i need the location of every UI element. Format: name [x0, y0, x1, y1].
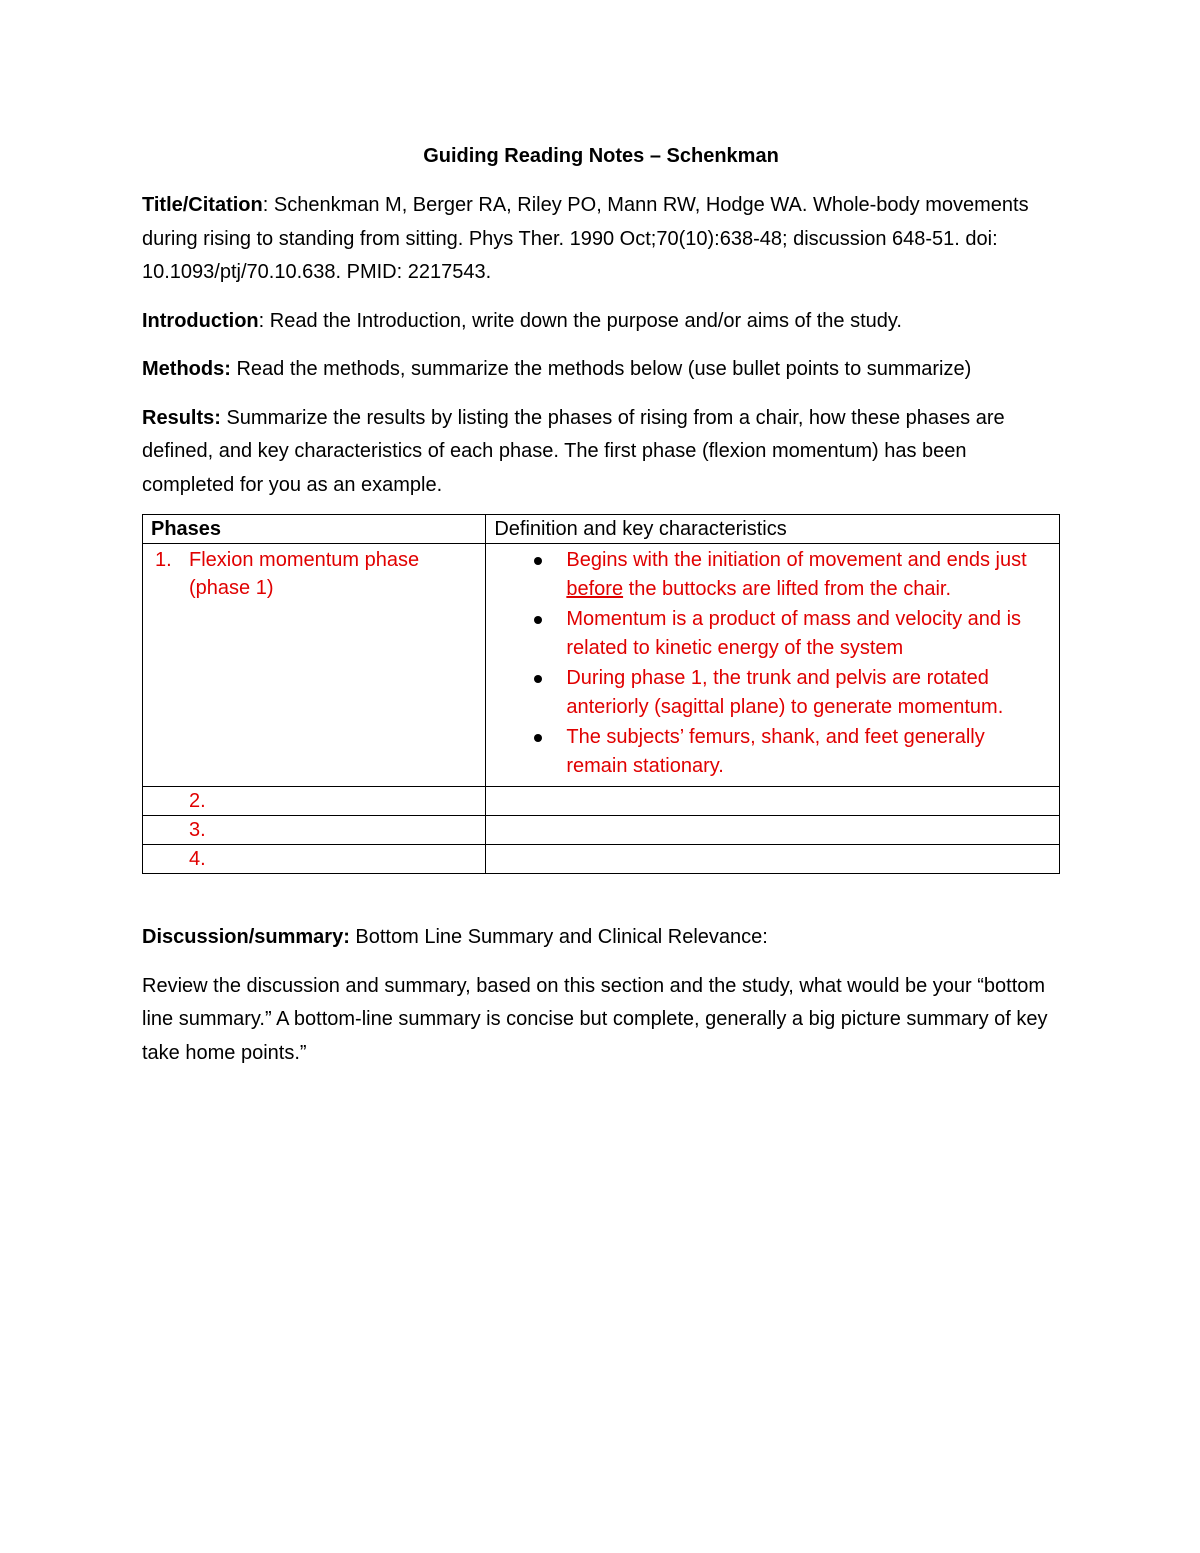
review-paragraph: Review the discussion and summary, based on this section and the study, what would be your “bottom line summary.” A bottom-line summary is concise but complete, generally a big picture summary of key take home points.”	[142, 974, 1048, 1064]
phase-cell-4	[143, 845, 486, 874]
header-phases: Phases	[151, 518, 222, 540]
citation-paragraph	[142, 189, 1060, 290]
bullet-1-underlined: before	[566, 577, 624, 600]
bullet-icon	[534, 734, 542, 742]
definition-cell-1	[486, 544, 1060, 787]
list-item	[494, 546, 1051, 603]
discussion-label: Discussion/summary:	[142, 926, 350, 948]
definition-cell-3	[486, 816, 1060, 845]
methods-text: Read the methods, summarize the methods below (use bullet points to summarize)	[230, 358, 972, 380]
bullet-icon	[534, 675, 542, 683]
definition-cell-4	[486, 845, 1060, 874]
phase-cell-2	[143, 787, 486, 816]
definition-cell-2	[486, 787, 1060, 816]
phase-3-number: 3.	[189, 819, 206, 841]
discussion-paragraph	[142, 921, 1060, 955]
table-row	[143, 845, 1060, 874]
introduction-label: Introduction	[142, 309, 259, 332]
bullet-icon	[534, 616, 542, 624]
table-row	[143, 787, 1060, 816]
phase-4-number: 4.	[189, 848, 206, 870]
citation-label: Title/Citation	[142, 194, 263, 216]
table-header-row	[143, 515, 1060, 544]
bullet-2-text: Momentum is a product of mass and velocity and is related to kinetic energy of the system	[566, 608, 1022, 659]
results-text: Summarize the results by listing the phases of rising from a chair, how these phases are defined, and key characteristics of each phase. The first phase (flexion momentum) has been completed for you as an example.	[142, 406, 1005, 496]
bullet-4-text: The subjects’ femurs, shank, and feet generally remain stationary.	[566, 726, 985, 777]
phase-cell-1	[143, 544, 486, 787]
list-item	[494, 605, 1051, 662]
phase-cell-3	[143, 816, 486, 845]
results-label: Results:	[142, 406, 221, 429]
header-definition-cell	[486, 515, 1060, 544]
phase-2-number: 2.	[189, 790, 206, 812]
header-phases-cell	[143, 515, 486, 544]
bullet-3-text: During phase 1, the trunk and pelvis are rotated anteriorly (sagittal plane) to generate momentum.	[566, 667, 1004, 718]
introduction-paragraph	[142, 305, 1060, 339]
phases-table	[142, 514, 1060, 874]
list-item	[494, 664, 1051, 721]
bullet-1-post: the buttocks are lifted from the chair.	[623, 577, 952, 600]
bullet-icon	[534, 557, 542, 565]
page-title: Guiding Reading Notes – Schenkman	[423, 145, 779, 167]
phase-1-characteristics	[494, 544, 1051, 786]
bullet-1-pre: Begins with the initiation of movement and ends just	[566, 549, 1027, 571]
phase-1-label	[151, 544, 477, 602]
table-row	[143, 544, 1060, 787]
document-page	[142, 140, 1060, 1085]
citation-text: : Schenkman M, Berger RA, Riley PO, Mann RW, Hodge WA. Whole-body movements during rising to standing from sitting. Phys Ther. 1990 Oct;70(10):638-48; discussion 648-51. doi: 10.1093/ptj/70.10.638. PMID: 2217543.	[142, 194, 1029, 283]
introduction-text: : Read the Introduction, write down the purpose and/or aims of the study.	[258, 309, 902, 332]
methods-label: Methods:	[142, 358, 231, 380]
list-item	[494, 723, 1051, 780]
header-definition: Definition and key characteristics	[494, 518, 787, 540]
phase-1-number: 1.	[155, 549, 172, 571]
discussion-text: Bottom Line Summary and Clinical Relevance:	[349, 926, 768, 948]
table-row	[143, 816, 1060, 845]
results-paragraph	[142, 402, 1060, 503]
phase-1-name: Flexion momentum phase (phase 1)	[189, 549, 420, 599]
methods-paragraph	[142, 353, 1060, 387]
